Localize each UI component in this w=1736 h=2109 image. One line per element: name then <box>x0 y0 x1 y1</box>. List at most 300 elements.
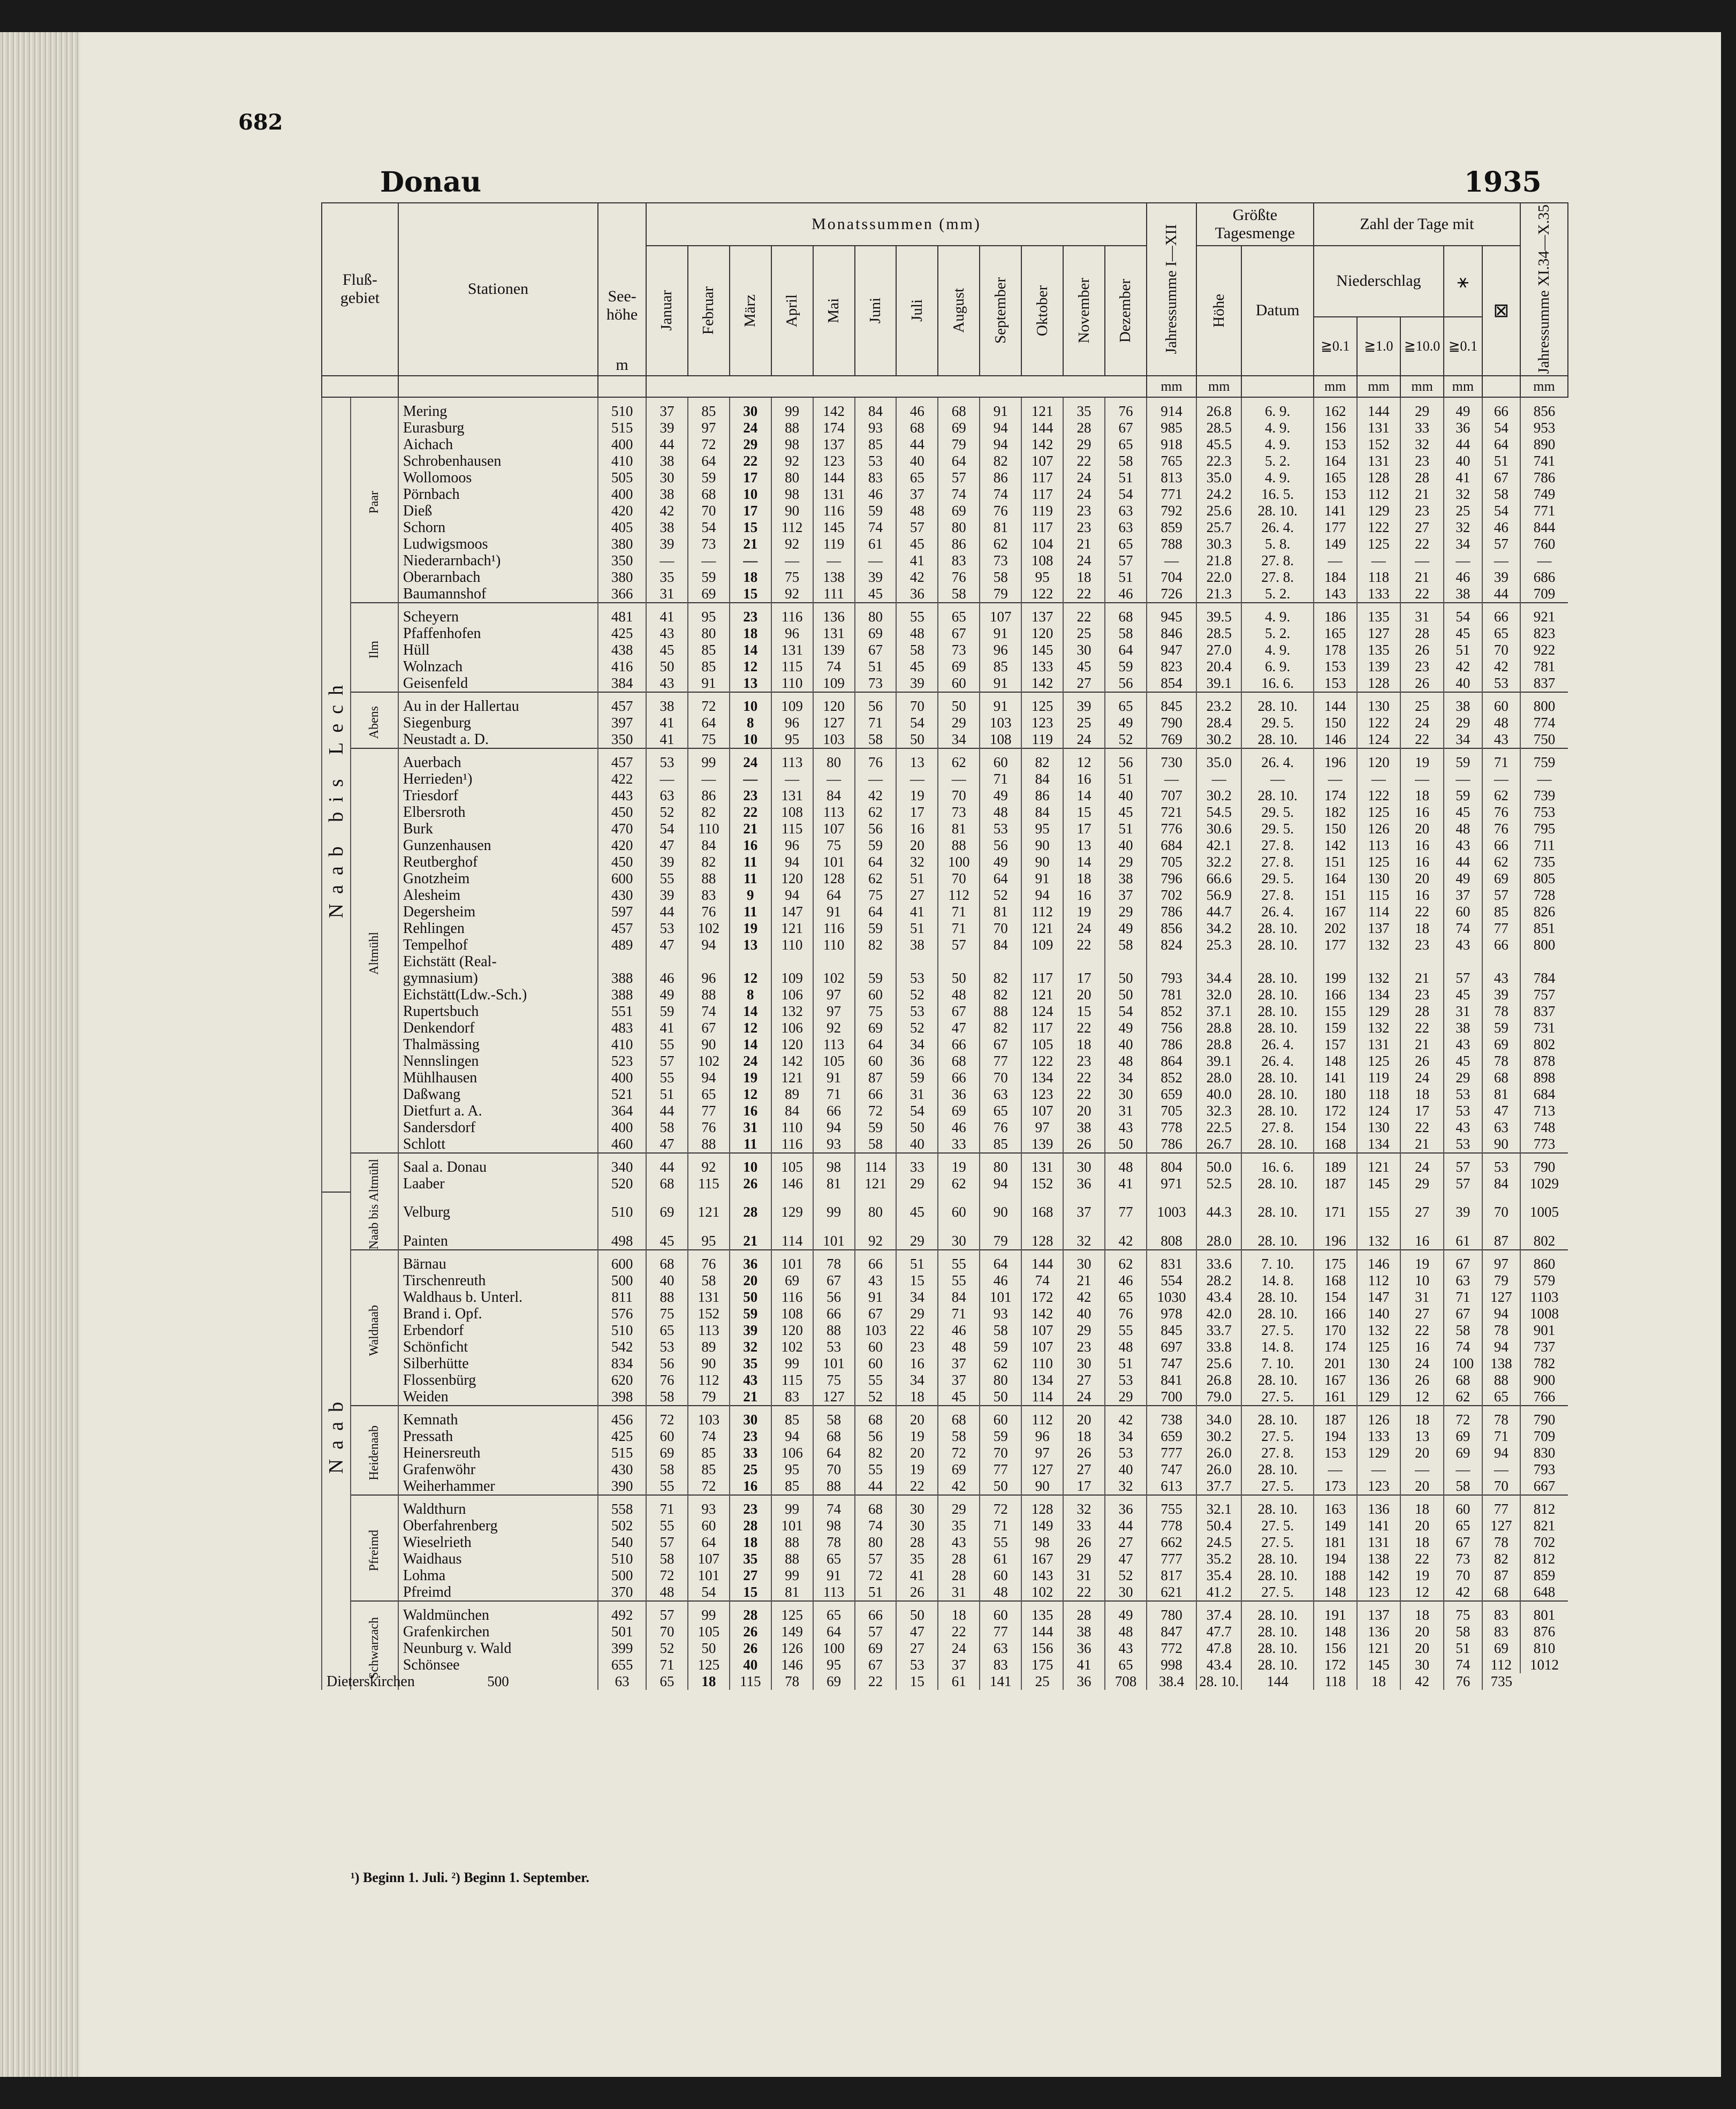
month-value: 47 <box>896 1624 938 1640</box>
month-value: 31 <box>1105 1103 1147 1119</box>
month-value: 51 <box>896 920 938 937</box>
month-value: 63 <box>1105 519 1147 536</box>
month-value: 71 <box>938 920 980 937</box>
month-value: 28 <box>938 1551 980 1567</box>
month-value: 112 <box>938 887 980 904</box>
day-count: 70 <box>1482 642 1520 658</box>
month-value: 30 <box>1105 1086 1147 1103</box>
station-altitude: 558 <box>598 1495 646 1518</box>
month-value: 12 <box>1063 748 1105 771</box>
month-value: 16 <box>730 1103 771 1119</box>
max-daily-height: 43.4 <box>1196 1657 1241 1673</box>
month-value: 50 <box>938 692 980 715</box>
month-value: 55 <box>980 1534 1021 1551</box>
sub-group-text: Waldnaab <box>367 1304 381 1356</box>
hydro-year-sum: 802 <box>1520 1036 1568 1053</box>
station-altitude: 420 <box>598 837 646 854</box>
station-name: Scheyern <box>398 603 598 625</box>
max-daily-height: 37.7 <box>1196 1478 1241 1495</box>
month-value: 66 <box>855 1086 897 1103</box>
month-label: Oktober <box>1033 285 1051 336</box>
footnote: ¹) Beginn 1. Juli. ²) Beginn 1. September. <box>351 1870 589 1885</box>
day-count: — <box>1314 771 1357 787</box>
day-count: 121 <box>1357 1153 1400 1175</box>
month-value: 20 <box>730 1272 771 1289</box>
month-value: 45 <box>896 1192 938 1233</box>
max-daily-height: 25.3 <box>1196 937 1241 953</box>
annual-sum <box>1147 953 1196 970</box>
month-value: 69 <box>855 1640 897 1657</box>
month-value: 73 <box>688 536 730 552</box>
month-value <box>1063 953 1105 970</box>
month-value: 46 <box>855 486 897 503</box>
month-value: 26 <box>730 1175 771 1192</box>
day-count: 57 <box>1444 970 1482 987</box>
max-daily-height: 28.5 <box>1196 420 1241 436</box>
month-value: 16 <box>730 1478 771 1495</box>
day-count: 26 <box>1400 1053 1444 1069</box>
station-name: Painten <box>398 1233 598 1250</box>
month-value: 80 <box>771 469 813 486</box>
header-month-11 <box>1063 246 1105 376</box>
month-value: 56 <box>855 1428 897 1445</box>
day-count: 67 <box>1482 469 1520 486</box>
month-value: 119 <box>1021 503 1063 519</box>
table-row <box>322 1103 1568 1119</box>
max-daily-date: 27. 8. <box>1241 569 1313 586</box>
month-value: 50 <box>646 658 688 675</box>
station-name: Neunburg v. Wald <box>398 1640 598 1657</box>
month-value: 62 <box>855 870 897 887</box>
day-count: 100 <box>1444 1355 1482 1372</box>
day-count: 151 <box>1314 887 1357 904</box>
day-count: 29 <box>1400 1175 1444 1192</box>
month-value: 36 <box>1105 1495 1147 1518</box>
month-value: 96 <box>1021 1428 1063 1445</box>
month-value: 50 <box>1105 1136 1147 1153</box>
table-row <box>322 1584 1568 1601</box>
month-value: 115 <box>771 658 813 675</box>
month-value: 47 <box>646 937 688 953</box>
month-value: 63 <box>980 1086 1021 1103</box>
header-snow01: ≧0.1 <box>1444 317 1482 376</box>
hydro-year-sum: 837 <box>1520 675 1568 692</box>
station-name: Pfaffenhofen <box>398 625 598 642</box>
max-daily-height: 28.0 <box>1196 1233 1241 1250</box>
sub-group-label <box>351 748 398 1153</box>
station-name: Waldmünchen <box>398 1601 598 1624</box>
month-value: 41 <box>896 1567 938 1584</box>
month-value: 71 <box>938 1306 980 1322</box>
month-value: 102 <box>813 970 855 987</box>
day-count: 76 <box>1444 1673 1482 1690</box>
month-value: 69 <box>688 586 730 603</box>
month-value: 30 <box>896 1518 938 1534</box>
month-value: 68 <box>938 1406 980 1428</box>
month-value: 20 <box>896 1445 938 1461</box>
month-value: 54 <box>896 715 938 731</box>
annual-sum: 778 <box>1147 1119 1196 1136</box>
day-count: 137 <box>1357 920 1400 937</box>
annual-sum: 704 <box>1147 569 1196 586</box>
day-count: 150 <box>1314 715 1357 731</box>
month-value: 115 <box>771 821 813 837</box>
month-value: 58 <box>855 731 897 748</box>
day-count: 63 <box>1444 1272 1482 1289</box>
day-count: 142 <box>1357 1567 1400 1584</box>
hydro-year-sum: 1008 <box>1520 1306 1568 1322</box>
annual-sum: 841 <box>1147 1372 1196 1389</box>
month-value: 95 <box>1021 821 1063 837</box>
month-value: 83 <box>688 887 730 904</box>
month-value: 66 <box>938 1069 980 1086</box>
day-count: 68 <box>1482 1584 1520 1601</box>
month-value: 24 <box>1063 731 1105 748</box>
month-value: 86 <box>938 536 980 552</box>
table-row <box>322 1053 1568 1069</box>
max-daily-date: 27. 5. <box>1241 1428 1313 1445</box>
month-value: 30 <box>1063 642 1105 658</box>
annual-sum: 971 <box>1147 1175 1196 1192</box>
annual-sum: 804 <box>1147 1153 1196 1175</box>
month-value: 56 <box>813 1289 855 1306</box>
month-value: 19 <box>896 1428 938 1445</box>
day-count: — <box>1482 552 1520 569</box>
day-count: 88 <box>1482 1372 1520 1389</box>
month-value: 119 <box>1021 731 1063 748</box>
station-name: Waldhaus b. Unterl. <box>398 1289 598 1306</box>
month-value: 113 <box>813 804 855 821</box>
river-title: Donau <box>380 166 482 199</box>
month-value: 24 <box>730 420 771 436</box>
month-value: 144 <box>1021 1624 1063 1640</box>
annual-sum: 659 <box>1147 1086 1196 1103</box>
day-count: 42 <box>1400 1673 1444 1690</box>
month-value: 88 <box>938 837 980 854</box>
max-daily-height: 35.0 <box>1196 469 1241 486</box>
month-value: 16 <box>896 821 938 837</box>
station-name: Bärnau <box>398 1250 598 1272</box>
day-count: 194 <box>1314 1428 1357 1445</box>
annual-sum: 705 <box>1147 1103 1196 1119</box>
day-count: 78 <box>1482 1406 1520 1428</box>
day-count: 153 <box>1314 1445 1357 1461</box>
month-value: 48 <box>1105 1339 1147 1355</box>
day-count: 156 <box>1314 420 1357 436</box>
day-count: 23 <box>1400 987 1444 1003</box>
month-value: 96 <box>688 970 730 987</box>
month-value: 139 <box>813 642 855 658</box>
month-value: 61 <box>980 1551 1021 1567</box>
annual-sum: 621 <box>1147 1584 1196 1601</box>
month-value: 74 <box>938 486 980 503</box>
month-value: 95 <box>771 731 813 748</box>
day-count: 135 <box>1357 603 1400 625</box>
day-count: 128 <box>1357 469 1400 486</box>
day-count <box>1400 953 1444 970</box>
max-daily-date: 28. 10. <box>1241 1136 1313 1153</box>
month-value: 103 <box>980 715 1021 731</box>
station-altitude: 523 <box>598 1053 646 1069</box>
month-value: 75 <box>855 887 897 904</box>
station-name: Daßwang <box>398 1086 598 1103</box>
station-altitude: 500 <box>598 1567 646 1584</box>
station-name: Herrieden¹) <box>398 771 598 787</box>
month-value: 72 <box>855 1103 897 1119</box>
jahressumme-label: Jahressumme I—XII <box>1163 224 1180 354</box>
annual-sum: 846 <box>1147 625 1196 642</box>
month-value: 47 <box>1105 1551 1147 1567</box>
station-altitude: 457 <box>598 920 646 937</box>
station-name: Degersheim <box>398 904 598 920</box>
annual-sum: 914 <box>1147 397 1196 420</box>
hydro-year-sum: 860 <box>1520 1250 1568 1272</box>
day-count: 38 <box>1444 692 1482 715</box>
month-value: 61 <box>855 536 897 552</box>
day-count: 76 <box>1482 821 1520 837</box>
max-daily-height: 28.8 <box>1196 1020 1241 1036</box>
month-value: 29 <box>1063 1322 1105 1339</box>
month-value: 41 <box>646 731 688 748</box>
hydro-year-sum: 753 <box>1520 804 1568 821</box>
day-count: 44 <box>1444 436 1482 453</box>
month-value: 91 <box>980 397 1021 420</box>
day-count: 74 <box>1444 920 1482 937</box>
month-value: 51 <box>855 658 897 675</box>
day-count: 67 <box>1444 1250 1482 1272</box>
month-value: 77 <box>688 1103 730 1119</box>
annual-sum: 793 <box>1147 970 1196 987</box>
month-value: 42 <box>938 1478 980 1495</box>
annual-sum: 659 <box>1147 1428 1196 1445</box>
max-daily-height <box>1196 953 1241 970</box>
month-value: 107 <box>813 821 855 837</box>
month-value: 76 <box>1105 397 1147 420</box>
month-value: 30 <box>730 1406 771 1428</box>
table-row <box>322 586 1568 603</box>
day-count: 58 <box>1482 486 1520 503</box>
month-value: 120 <box>771 870 813 887</box>
month-value: 27 <box>1063 1461 1105 1478</box>
day-count: 81 <box>1482 1086 1520 1103</box>
max-daily-date: 26. 4. <box>1241 1036 1313 1053</box>
max-daily-height: 47.8 <box>1196 1640 1241 1657</box>
annual-sum: 831 <box>1147 1250 1196 1272</box>
day-count: 28 <box>1400 1003 1444 1020</box>
month-value: 82 <box>688 854 730 870</box>
month-value: 84 <box>813 787 855 804</box>
day-count: 49 <box>1444 397 1482 420</box>
month-value: 72 <box>688 1478 730 1495</box>
day-count: 24 <box>1400 1069 1444 1086</box>
day-count: 188 <box>1314 1567 1357 1584</box>
month-value: 46 <box>896 397 938 420</box>
header-month-5 <box>813 246 855 376</box>
station-name: Tirschenreuth <box>398 1272 598 1289</box>
day-count: 112 <box>1357 486 1400 503</box>
station-name: Wollomoos <box>398 469 598 486</box>
month-value: 74 <box>688 1428 730 1445</box>
day-count: 27 <box>1400 1306 1444 1322</box>
month-value: 145 <box>1021 642 1063 658</box>
day-count: 132 <box>1357 937 1400 953</box>
month-value: 32 <box>730 1339 771 1355</box>
table-row <box>322 748 1568 771</box>
max-daily-date: 28. 10. <box>1241 1175 1313 1192</box>
month-value: 42 <box>855 787 897 804</box>
month-value: 124 <box>1021 1003 1063 1020</box>
month-value: 55 <box>646 1036 688 1053</box>
month-value: 36 <box>730 1250 771 1272</box>
month-value: 26 <box>896 1584 938 1601</box>
max-daily-height: 42.0 <box>1196 1306 1241 1322</box>
station-name: Rupertsbuch <box>398 1003 598 1020</box>
table-row <box>322 1069 1568 1086</box>
month-value: 62 <box>1105 1250 1147 1272</box>
station-name: Pörnbach <box>398 486 598 503</box>
station-name: Reutberghof <box>398 854 598 870</box>
month-value: 85 <box>771 1406 813 1428</box>
month-value: 54 <box>1105 1003 1147 1020</box>
month-value: 91 <box>980 625 1021 642</box>
day-count: 62 <box>1444 1389 1482 1406</box>
month-value: 83 <box>855 469 897 486</box>
day-count: 23 <box>1400 937 1444 953</box>
table-row <box>322 1495 1568 1518</box>
month-value: 55 <box>646 870 688 887</box>
month-value: 72 <box>980 1495 1021 1518</box>
month-value: 38 <box>646 519 688 536</box>
day-count: 164 <box>1314 870 1357 887</box>
month-value: 8 <box>730 715 771 731</box>
month-value: 19 <box>896 787 938 804</box>
month-value: 52 <box>896 1020 938 1036</box>
header-n10: ≧1.0 <box>1357 317 1400 376</box>
day-count: 85 <box>1482 904 1520 920</box>
month-value: 80 <box>855 603 897 625</box>
month-value: 134 <box>1021 1069 1063 1086</box>
month-value: 117 <box>1021 1020 1063 1036</box>
day-count: 194 <box>1314 1551 1357 1567</box>
day-count: 127 <box>1482 1518 1520 1534</box>
month-value: 29 <box>938 715 980 731</box>
month-value: 40 <box>896 453 938 469</box>
day-count <box>1482 953 1520 970</box>
day-count: 68 <box>1444 1372 1482 1389</box>
annual-sum: 765 <box>1147 453 1196 469</box>
max-daily-date: 28. 10. <box>1241 1640 1313 1657</box>
month-value: 112 <box>1021 1406 1063 1428</box>
month-label: August <box>950 288 967 333</box>
month-value: — <box>688 552 730 569</box>
station-name: Siegenburg <box>398 715 598 731</box>
month-value: 59 <box>980 1428 1021 1445</box>
month-value: 77 <box>980 1461 1021 1478</box>
month-value: 60 <box>646 1428 688 1445</box>
month-value: 69 <box>771 1272 813 1289</box>
day-count: — <box>1314 552 1357 569</box>
day-count: 48 <box>1444 821 1482 837</box>
month-value: 82 <box>980 970 1021 987</box>
month-value: 72 <box>938 1445 980 1461</box>
day-count: 24 <box>1400 1355 1444 1372</box>
month-value: 37 <box>938 1355 980 1372</box>
day-count: 135 <box>1357 642 1400 658</box>
month-value: 51 <box>646 1086 688 1103</box>
month-value: 107 <box>1021 453 1063 469</box>
max-daily-height: 47.7 <box>1196 1624 1241 1640</box>
max-daily-height: 25.6 <box>1196 1355 1241 1372</box>
station-altitude: 398 <box>598 1389 646 1406</box>
day-count: 54 <box>1482 420 1520 436</box>
month-value <box>730 953 771 970</box>
month-value: 141 <box>980 1673 1021 1690</box>
max-daily-date: 28. 10. <box>1241 1567 1313 1584</box>
station-name: Kemnath <box>398 1406 598 1428</box>
day-count: 51 <box>1482 453 1520 469</box>
day-count: 161 <box>1314 1389 1357 1406</box>
day-count: 31 <box>1400 603 1444 625</box>
day-count: 189 <box>1314 1153 1357 1175</box>
day-count: 70 <box>1482 1478 1520 1495</box>
month-value: 22 <box>730 453 771 469</box>
month-value: 34 <box>896 1289 938 1306</box>
month-value: 70 <box>646 1624 688 1640</box>
month-value: 85 <box>688 658 730 675</box>
table-row <box>322 1478 1568 1495</box>
month-value: 18 <box>730 625 771 642</box>
day-count: 155 <box>1357 1192 1400 1233</box>
month-value: 85 <box>855 436 897 453</box>
month-value: 82 <box>980 987 1021 1003</box>
month-value: 55 <box>938 1250 980 1272</box>
day-count: 112 <box>1357 1272 1400 1289</box>
max-daily-height: — <box>1196 771 1241 787</box>
month-value: 121 <box>855 1175 897 1192</box>
month-value: 40 <box>1105 787 1147 804</box>
month-value: 120 <box>771 1036 813 1053</box>
day-count: — <box>1482 1461 1520 1478</box>
day-count: 66 <box>1482 837 1520 854</box>
month-value: 14 <box>730 1036 771 1053</box>
hydro-year-sum: 876 <box>1520 1624 1568 1640</box>
hydro-year-sum: 851 <box>1520 920 1568 937</box>
month-value: 30 <box>1063 1355 1105 1372</box>
month-value: 120 <box>813 692 855 715</box>
month-value: 84 <box>1021 771 1063 787</box>
day-count: — <box>1444 1461 1482 1478</box>
annual-sum: 726 <box>1147 586 1196 603</box>
big-group-text: Naab <box>324 1392 347 1474</box>
month-value: 22 <box>1063 1020 1105 1036</box>
station-altitude: 438 <box>598 642 646 658</box>
annual-sum: 554 <box>1147 1272 1196 1289</box>
month-value: 117 <box>1021 519 1063 536</box>
month-value: 89 <box>771 1086 813 1103</box>
month-value: — <box>855 771 897 787</box>
table-row <box>322 692 1568 715</box>
month-value: 57 <box>1105 552 1147 569</box>
hydro-year-sum: 728 <box>1520 887 1568 904</box>
station-altitude: 340 <box>598 1153 646 1175</box>
day-count: 51 <box>1444 642 1482 658</box>
month-value: 31 <box>1063 1567 1105 1584</box>
month-value: 125 <box>688 1657 730 1673</box>
month-value: 83 <box>771 1389 813 1406</box>
max-daily-date: 27. 5. <box>1241 1389 1313 1406</box>
max-daily-height: 30.2 <box>1196 1428 1241 1445</box>
month-value: 53 <box>896 970 938 987</box>
